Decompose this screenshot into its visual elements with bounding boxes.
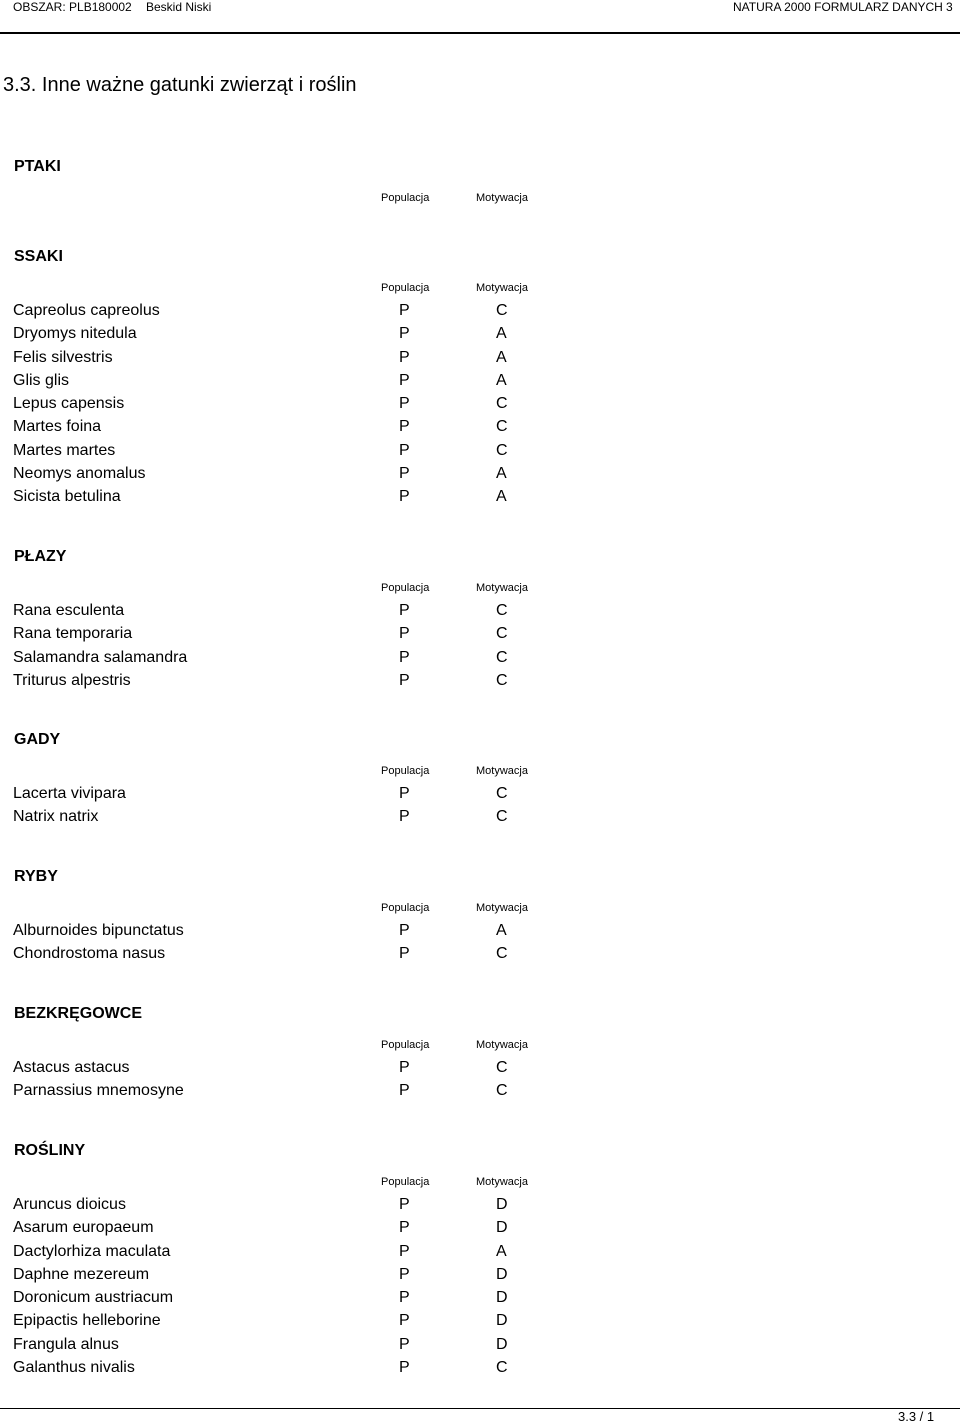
population-value: P [399, 602, 410, 619]
species-name: Martes martes [13, 441, 116, 459]
species-name: Daphne mezereum [13, 1265, 150, 1283]
species-name: Rana temporaria [13, 625, 133, 643]
species-name: Glis glis [13, 371, 70, 389]
motivation-code: D [496, 1289, 508, 1307]
species-list [0, 1196, 960, 1382]
population-value: P [399, 808, 410, 826]
motivation-code: A [496, 922, 507, 939]
species-name: Lepus capensis [13, 395, 125, 413]
population-value: P [399, 1082, 410, 1100]
species-name: Epipactis helleborine [13, 1312, 161, 1330]
species-name: Salamandra salamandra [13, 648, 188, 666]
column-header-motivation: Motywacja [476, 282, 528, 294]
species-list [0, 1059, 960, 1106]
population-value: P [399, 418, 410, 436]
column-header-population: Populacja [381, 1176, 430, 1188]
motivation-code: C [496, 302, 508, 319]
species-list [0, 302, 960, 512]
species-name: Capreolus capreolus [13, 302, 160, 319]
table-row [0, 785, 960, 808]
population-value: P [399, 1265, 410, 1283]
species-name: Triturus alpestris [13, 671, 131, 689]
motivation-code: A [496, 325, 507, 343]
column-header-motivation: Motywacja [476, 1039, 528, 1051]
area-code: OBSZAR: PLB180002 [13, 0, 132, 14]
species-name: Parnassius mnemosyne [13, 1082, 184, 1100]
species-name: Aruncus dioicus [13, 1196, 126, 1213]
species-list [0, 602, 960, 695]
table-row [0, 922, 960, 945]
population-value: P [399, 625, 410, 643]
table-row [0, 1266, 960, 1289]
column-header-population: Populacja [381, 902, 430, 914]
section-title: GADY [14, 731, 61, 748]
population-value: P [399, 785, 410, 802]
column-header-motivation: Motywacja [476, 582, 528, 594]
form-name: NATURA 2000 FORMULARZ DANYCH [733, 0, 943, 14]
page-header [0, 0, 960, 14]
motivation-code: C [496, 1359, 508, 1377]
section-title: PŁAZY [14, 548, 67, 565]
population-value: P [399, 325, 410, 343]
section-title: RYBY [14, 868, 58, 885]
table-row [0, 1219, 960, 1242]
header-page-number: 3 [946, 0, 953, 14]
population-value: P [399, 1196, 410, 1213]
species-list [0, 785, 960, 832]
species-name: Doronicum austriacum [13, 1289, 174, 1307]
motivation-code: D [496, 1312, 508, 1330]
motivation-code: C [496, 395, 508, 413]
motivation-code: C [496, 648, 508, 666]
population-value: P [399, 1312, 410, 1330]
motivation-code: A [496, 488, 507, 506]
population-value: P [399, 1289, 410, 1307]
table-row [0, 349, 960, 372]
species-name: Sicista betulina [13, 488, 121, 506]
population-value: P [399, 488, 410, 506]
column-header-motivation: Motywacja [476, 192, 528, 204]
species-name: Astacus astacus [13, 1059, 130, 1076]
population-value: P [399, 1242, 410, 1260]
table-row [0, 395, 960, 418]
species-name: Rana esculenta [13, 602, 125, 619]
motivation-code: A [496, 1242, 507, 1260]
population-value: P [399, 1219, 410, 1237]
motivation-code: D [496, 1335, 508, 1353]
species-list [0, 922, 960, 969]
column-header-population: Populacja [381, 192, 430, 204]
table-row [0, 302, 960, 325]
species-name: Chondrostoma nasus [13, 945, 166, 963]
table-row [0, 1243, 960, 1266]
footer-page-number: 3.3 / 1 [898, 1409, 935, 1424]
population-value: P [399, 945, 410, 963]
population-value: P [399, 395, 410, 413]
table-row [0, 465, 960, 488]
species-name: Dactylorhiza maculata [13, 1242, 171, 1260]
table-row [0, 602, 960, 625]
motivation-code: C [496, 671, 508, 689]
column-header-motivation: Motywacja [476, 765, 528, 777]
table-row [0, 1359, 960, 1382]
column-header-motivation: Motywacja [476, 1176, 528, 1188]
population-value: P [399, 465, 410, 483]
motivation-code: C [496, 418, 508, 436]
section-title: SSAKI [14, 248, 63, 265]
motivation-code: D [496, 1265, 508, 1283]
population-value: P [399, 302, 410, 319]
motivation-code: C [496, 785, 508, 802]
species-name: Alburnoides bipunctatus [13, 922, 184, 939]
motivation-code: C [496, 808, 508, 826]
population-value: P [399, 1059, 410, 1076]
motivation-code: D [496, 1196, 508, 1213]
table-row [0, 672, 960, 695]
table-row [0, 1082, 960, 1105]
motivation-code: C [496, 625, 508, 643]
table-row [0, 945, 960, 968]
table-row [0, 1336, 960, 1359]
species-name: Martes foina [13, 418, 102, 436]
species-name: Natrix natrix [13, 808, 99, 826]
species-name: Lacerta vivipara [13, 785, 126, 802]
table-row [0, 649, 960, 672]
population-value: P [399, 441, 410, 459]
population-value: P [399, 371, 410, 389]
table-row [0, 1196, 960, 1219]
table-row [0, 625, 960, 648]
population-value: P [399, 671, 410, 689]
column-header-population: Populacja [381, 1039, 430, 1051]
species-name: Frangula alnus [13, 1335, 119, 1353]
table-row [0, 418, 960, 441]
motivation-code: A [496, 371, 507, 389]
section-title: ROŚLINY [14, 1142, 86, 1159]
species-name: Felis silvestris [13, 348, 113, 366]
section-title: BEZKRĘGOWCE [14, 1005, 142, 1022]
table-row [0, 1312, 960, 1335]
column-header-population: Populacja [381, 282, 430, 294]
motivation-code: A [496, 465, 507, 483]
motivation-code: C [496, 441, 508, 459]
table-row [0, 325, 960, 348]
column-header-motivation: Motywacja [476, 902, 528, 914]
table-row [0, 442, 960, 465]
footer-divider [0, 1408, 960, 1409]
motivation-code: C [496, 602, 508, 619]
species-name: Dryomys nitedula [13, 325, 137, 343]
motivation-code: C [496, 1082, 508, 1100]
page-title: 3.3. Inne ważne gatunki zwierząt i roślin [3, 74, 357, 96]
section-title: PTAKI [14, 158, 61, 175]
population-value: P [399, 922, 410, 939]
table-row [0, 1059, 960, 1082]
motivation-code: D [496, 1219, 508, 1237]
species-name: Asarum europaeum [13, 1219, 154, 1237]
motivation-code: A [496, 348, 507, 366]
table-row [0, 808, 960, 831]
population-value: P [399, 648, 410, 666]
table-row [0, 1289, 960, 1312]
population-value: P [399, 348, 410, 366]
column-header-population: Populacja [381, 582, 430, 594]
motivation-code: C [496, 945, 508, 963]
header-divider [0, 32, 960, 34]
species-name: Neomys anomalus [13, 465, 146, 483]
area-name: Beskid Niski [146, 0, 212, 14]
column-header-population: Populacja [381, 765, 430, 777]
table-row [0, 488, 960, 511]
species-name: Galanthus nivalis [13, 1359, 135, 1377]
table-row [0, 372, 960, 395]
population-value: P [399, 1335, 410, 1353]
motivation-code: C [496, 1059, 508, 1076]
population-value: P [399, 1359, 410, 1377]
